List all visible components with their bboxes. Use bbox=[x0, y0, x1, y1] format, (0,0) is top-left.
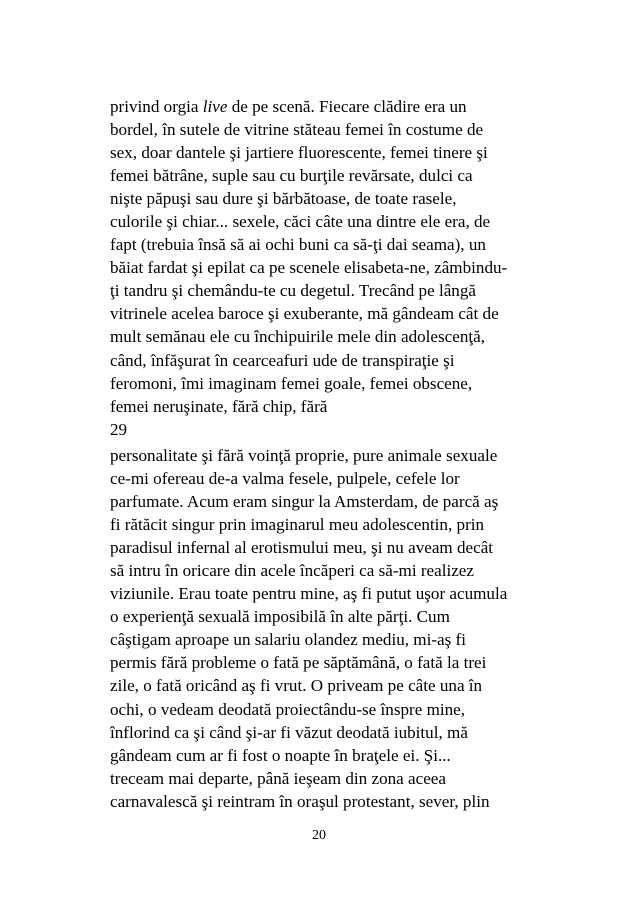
text-line: fapt (trebuia însă să ai ochi buni ca să-ţi dai seama), un bbox=[110, 235, 486, 255]
text-line: o experienţă sexuală imposibilă în alte părţi. Cum bbox=[110, 607, 450, 627]
text-line: parfumate. Acum eram singur la Amsterdam, de parcă aş bbox=[110, 492, 499, 512]
text-line: femei bătrâne, suple sau cu burţile revărsate, dulci ca bbox=[110, 166, 473, 186]
text-line: carnavalescă şi reintram în oraşul protestant, sever, plin bbox=[110, 791, 490, 811]
text-line: privind orgia live de pe scenă. Fiecare clădire era un bbox=[110, 97, 467, 116]
text-line: gândeam cum ar fi fost o noapte în braţele ei. Şi... bbox=[110, 745, 451, 765]
text-line: sex, doar dantele şi jartiere fluorescente, femei tinere şi bbox=[110, 143, 488, 163]
text-line: câştigam aproape un salariu olandez mediu, mi-aş fi bbox=[110, 630, 466, 650]
text-line: să intru în oricare din acele încăperi ca să-mi realizez bbox=[110, 561, 474, 581]
text-line: zile, o fată oricând aş fi vrut. O priveam pe câte una în bbox=[110, 676, 483, 696]
text-line: feromoni, îmi imaginam femei goale, femei obscene, bbox=[110, 373, 473, 393]
text-line: treceam mai departe, până ieşeam din zona aceea bbox=[110, 768, 446, 788]
text-line: fi rătăcit singur prin imaginarul meu adolescentin, prin bbox=[110, 515, 485, 535]
text-line: vitrinele acelea baroce şi exuberante, mă gândeam cât de bbox=[110, 304, 499, 324]
text-line: ţi tandru şi chemându-te cu degetul. Trecând pe lângă bbox=[110, 281, 476, 301]
text-line: când, înfăşurat în cearceafuri ude de transpiraţie şi bbox=[110, 350, 455, 370]
text-line: ce-mi ofereau de-a valma fesele, pulpele, cefele lor bbox=[110, 469, 460, 489]
text-line: mult semănau ele cu închipuirile mele din adolescenţă, bbox=[110, 327, 485, 347]
text-line: viziunile. Erau toate pentru mine, aş fi putut uşor acumula bbox=[110, 584, 508, 604]
text-line: nişte păpuşi sau dure şi bărbătoase, de toate rasele, bbox=[110, 189, 457, 209]
text-line: paradisul infernal al erotismului meu, şi nu aveam decât bbox=[110, 538, 494, 558]
page-number: 20 bbox=[312, 828, 326, 843]
text-line: ochi, o vedeam deodată proiectându-se înspre mine, bbox=[110, 699, 466, 719]
emphasized-word: live bbox=[202, 97, 228, 116]
text-line: culorile şi chiar... sexele, căci câte una dintre ele era, de bbox=[110, 212, 491, 232]
text-line: înflorind ca şi când şi-ar fi văzut deodată iubitul, mă bbox=[110, 722, 468, 742]
paragraph-2 bbox=[110, 444, 540, 813]
paragraph-1 bbox=[110, 95, 540, 441]
text-line: personalitate şi fără voinţă proprie, pure animale sexuale bbox=[110, 446, 498, 465]
text-line: băiat fardat şi epilat ca pe scenele elisabeta-ne, zâmbindu- bbox=[110, 258, 508, 278]
text-line: permis fără probleme o fată pe săptămână, o fată la trei bbox=[110, 653, 487, 673]
text-line: femei neruşinate, fără chip, fără bbox=[110, 396, 328, 416]
inline-page-marker: 29 bbox=[110, 419, 128, 439]
text-line: bordel, în sutele de vitrine stăteau femei în costume de bbox=[110, 120, 484, 140]
